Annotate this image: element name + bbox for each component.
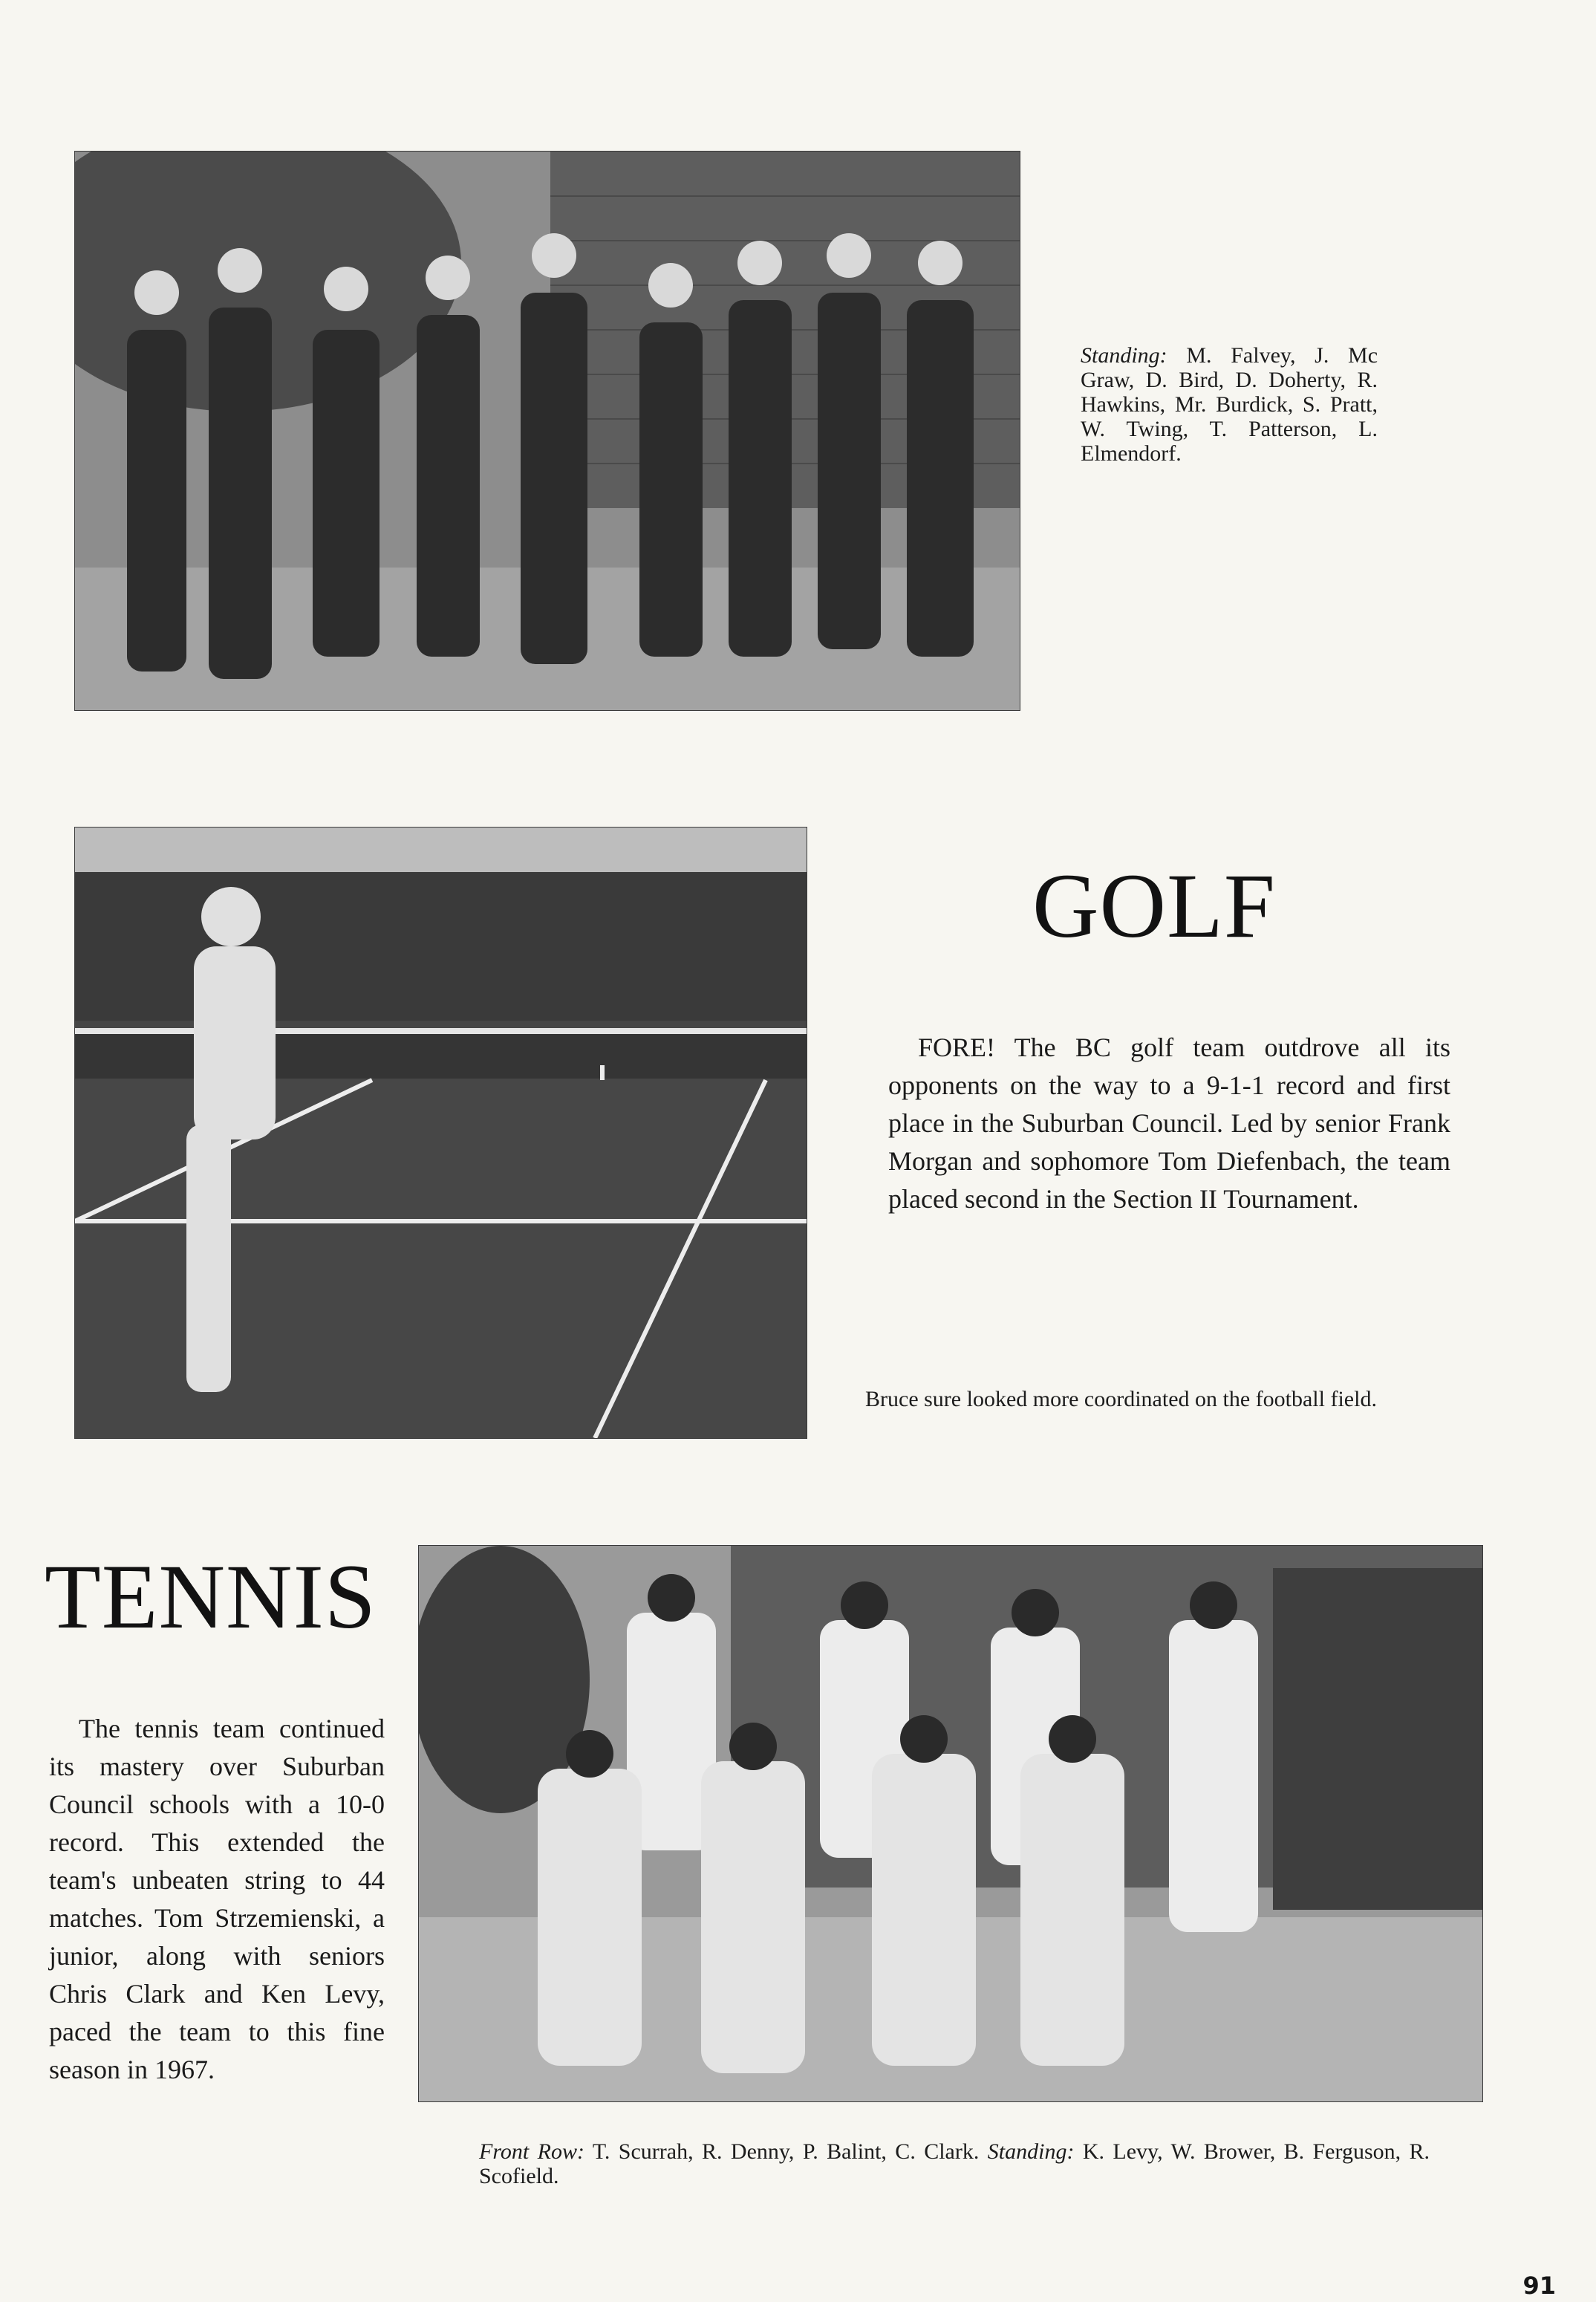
golf-paragraph: FORE! The BC golf team outdrove all its opponents on the way to a 9-1-1 record and first place in the Suburban Council. Led by senior Frank Morgan and sophomore Tom Diefenbach, the team placed second in the Section II Tournament. — [888, 1033, 1450, 1214]
standing-label: Standing: — [987, 2139, 1075, 2164]
tennis-paragraph: The tennis team continued its mastery over Suburban Council schools with a 10-0 record. This extended the team's unbeaten string to 44 matches. Tom Strzemienski, a junior, along with seniors Chris Clark and Ken Levy, paced the team to this fine season in 1967. — [49, 1714, 385, 2084]
front-row-names: T. Scurrah, R. Denny, P. Balint, C. Clark. — [592, 2139, 980, 2164]
tennis-team-photo — [418, 1545, 1483, 2102]
tennis-action-caption: Bruce sure looked more coordinated on the football field. — [865, 1387, 1377, 1411]
page-number: 91 — [1522, 2272, 1556, 2300]
golf-team-photo — [74, 151, 1020, 711]
front-row-label: Front Row: — [479, 2139, 584, 2164]
golf-caption-names: M. Falvey, J. Mc Graw, D. Bird, D. Doherty, R. Hawkins, Mr. Burdick, S. Pratt, W. Twing, T. Patterson, L. Elmendorf. — [1081, 343, 1378, 466]
golf-photo-caption — [1081, 343, 1378, 466]
standing-names: K. Levy, W. Brower, B. Ferguson, R. Scofield. — [479, 2139, 1430, 2188]
tennis-heading: TENNIS — [45, 1546, 377, 1648]
tennis-action-photo — [74, 827, 807, 1439]
golf-heading: GOLF — [1032, 855, 1276, 957]
tennis-team-caption — [479, 2139, 1430, 2188]
golf-caption-label: Standing: — [1081, 343, 1167, 368]
